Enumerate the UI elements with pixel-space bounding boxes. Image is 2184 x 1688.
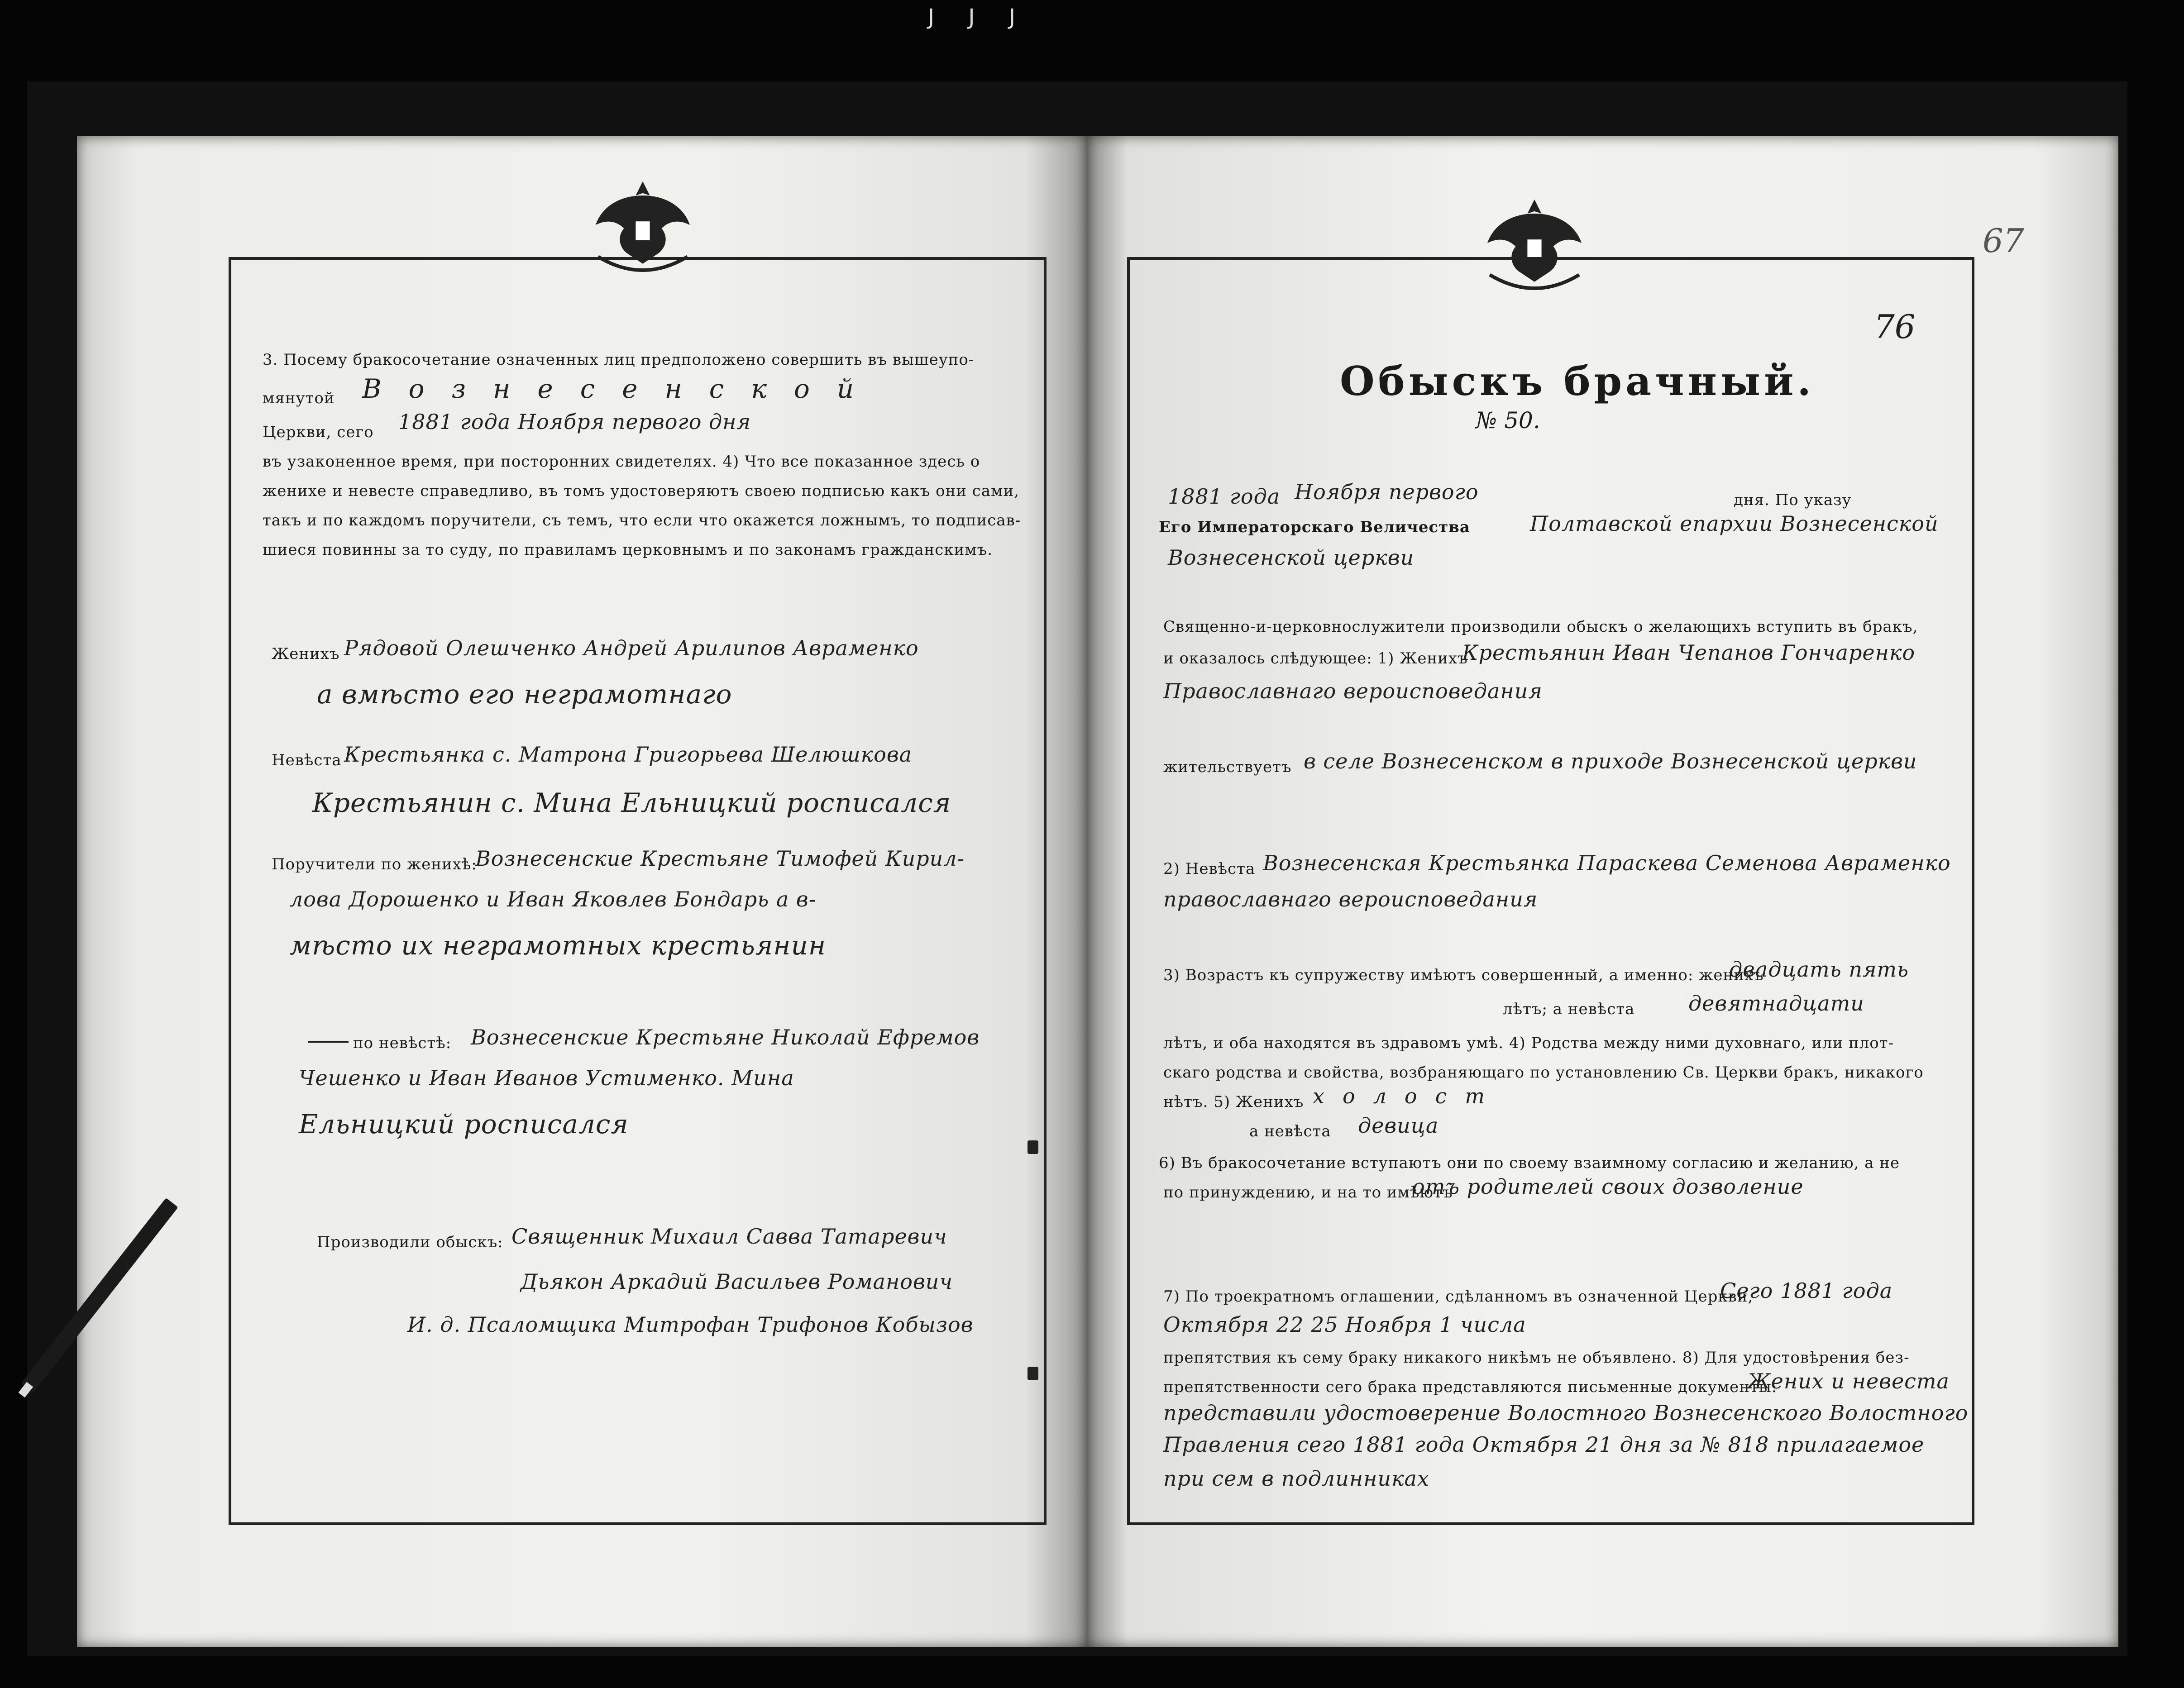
year-entry: 1881 года [1168, 484, 1281, 509]
age-hand-5: холост [1313, 1084, 1503, 1108]
line2-hand: Полтавской епархии Вознесенской [1530, 511, 1939, 536]
doc-hand-1: представили удостоверение Волостного Вознесенского Волостного [1163, 1401, 1969, 1425]
church-name-handwritten: Вознесенской [362, 373, 881, 404]
examiners-label: Производили обыскъ: [317, 1233, 503, 1251]
clause3-line-4: въ узаконенное время, при посторонних свидетелях. 4) Что все показанное здесь о [263, 453, 980, 471]
age-hand-2: девятнадцати [1688, 991, 1864, 1016]
banns-hand-1: Сего 1881 года [1720, 1278, 1893, 1303]
bride-signature-1: Крестьянка с. Матрона Григорьева Шелюшкова [344, 742, 913, 767]
age-line-6: а невѣста [1249, 1122, 1331, 1140]
sureties-bride-3: Ельницкий росписался [299, 1109, 629, 1140]
clause3-line-2: мянутой [263, 389, 335, 407]
clergy-line-1: Священно-и-церковнослужители производили обыскъ о желающихъ вступить въ бракъ, [1163, 618, 1918, 636]
examiner-2: Дьякон Аркадий Васильев Романович [521, 1269, 953, 1294]
sureties-groom-2: лова Дорошенко и Иван Яковлев Бондарь а в- [290, 887, 817, 911]
bride-signature-2: Крестьянин с. Мина Ельницкий росписался [312, 787, 951, 818]
bride-label-right: 2) Невѣста [1163, 860, 1256, 878]
clause3-line-3: Церкви, сего [263, 423, 374, 441]
sureties-bride-label: по невѣстѣ: [353, 1034, 452, 1052]
age-hand-6: девица [1358, 1113, 1439, 1138]
age-hand-1: двадцать пять [1729, 957, 1909, 982]
clause3-line-5: женихе и невесте справедливо, въ томъ удостоверяютъ своею подписью какъ они сами, [263, 482, 1019, 500]
sureties-groom-1: Вознесенские Крестьяне Тимофей Кирил- [475, 846, 965, 871]
year-handwritten: 1881 года Ноября первого дня [398, 410, 751, 434]
age-line-2: лѣтъ; а невѣста [1503, 1000, 1635, 1018]
bride-hand-1: Вознесенская Крестьянка Параскева Семенова Авраменко [1263, 851, 1951, 875]
groom-hand-1: Крестьянин Иван Чепанов Гончаренко [1462, 640, 1916, 665]
archive-page-number: 67 [1983, 222, 2024, 260]
groom-label: Женихъ [272, 645, 340, 663]
punch-mark [1027, 1140, 1038, 1154]
consent-hand: отъ родителей своих дозволение [1412, 1174, 1804, 1199]
sureties-groom-3: мѣсто их неграмотных крестьянин [290, 930, 827, 961]
bride-label: Невѣста [272, 751, 342, 769]
line1-tail: дня. По указу [1734, 491, 1852, 509]
clergy-line-2: и оказалось слѣдующее: 1) Женихъ [1163, 649, 1468, 668]
age-line-4: скаго родства и свойства, возбраняющаго по установлению Св. Церкви бракъ, никакого [1163, 1063, 1924, 1082]
line3-hand: Вознесенской церкви [1168, 545, 1415, 570]
age-line-5: нѣтъ. 5) Женихъ [1163, 1093, 1304, 1111]
banns-line-2: препятствия къ сему браку никакого никѣмъ не объявлено. 8) Для удостовѣрения без- [1163, 1349, 1910, 1367]
doc-hand-3: при сем в подлинниках [1163, 1466, 1429, 1491]
banns-hand-2: Октября 22 25 Ноября 1 числа [1163, 1312, 1526, 1337]
banns-hand-3: Жених и невеста [1747, 1369, 1950, 1393]
examiner-3: И. д. Псаломщика Митрофан Трифонов Кобызов [407, 1312, 974, 1337]
residence-hand: в селе Вознесенском в приходе Вознесенской церкви [1304, 749, 1917, 773]
bride-hand-2: православнаго вероисповедания [1163, 887, 1538, 911]
sureties-groom-label: Поручители по женихѣ: [272, 855, 477, 873]
sureties-bride-1: Вознесенские Крестьяне Николай Ефремов [471, 1025, 980, 1049]
banns-line-3: препятственности сего брака представляются письменные документы: [1163, 1378, 1778, 1396]
banns-line-1: 7) По троекратномъ оглашении, сдѣланномъ въ означенной Церкви, [1163, 1287, 1754, 1306]
film-mark: J J J [928, 5, 1029, 30]
age-line-3: лѣтъ, и оба находятся въ здравомъ умѣ. 4) Родства между ними духовнаго, или плот- [1163, 1034, 1894, 1052]
examiner-1: Священник Михаил Савва Татаревич [511, 1224, 947, 1249]
punch-mark [1027, 1367, 1038, 1380]
line2-print: Его Императорскаго Величества [1159, 518, 1470, 536]
groom-hand-2: Православнаго вероисповедания [1163, 679, 1543, 703]
clause3-line-6: такъ и по каждомъ поручители, съ темъ, что если что окажется ложнымъ, то подписав- [263, 511, 1021, 529]
record-title: Обыскъ брачный. [1340, 358, 1815, 405]
consent-line-2: по принуждению, и на то имѣютъ [1163, 1183, 1453, 1202]
consent-line-1: 6) Въ бракосочетание вступаютъ они по своему взаимному согласию и желанию, а не [1159, 1154, 1900, 1172]
sureties-bride-2: Чешенко и Иван Иванов Устименко. Мина [299, 1066, 794, 1090]
clause3-line-7: шиеся повинны за то суду, по правиламъ церковнымъ и по законамъ гражданскимъ. [263, 541, 993, 559]
residence-label: жительствуетъ [1163, 758, 1292, 776]
groom-signature-2: а вмѣсто его неграмотнаго [317, 679, 732, 710]
register-page-number: 76 [1874, 308, 1916, 346]
age-line-1: 3) Возрастъ къ супружеству имѣютъ совершенный, а именно: женихъ [1163, 966, 1764, 984]
doc-hand-2: Правления сего 1881 года Октября 21 дня за № 818 прилагаемое [1163, 1432, 1925, 1457]
month-entry: Ноября первого [1295, 480, 1479, 504]
dash-rule [308, 1041, 349, 1043]
record-number: № 50. [1476, 407, 1540, 434]
clause3-line-1: 3. Посему бракосочетание означенных лиц предположено совершить въ вышеупо- [263, 351, 975, 369]
groom-signature-1: Рядовой Олешченко Андрей Арилипов Авраменко [344, 636, 919, 660]
